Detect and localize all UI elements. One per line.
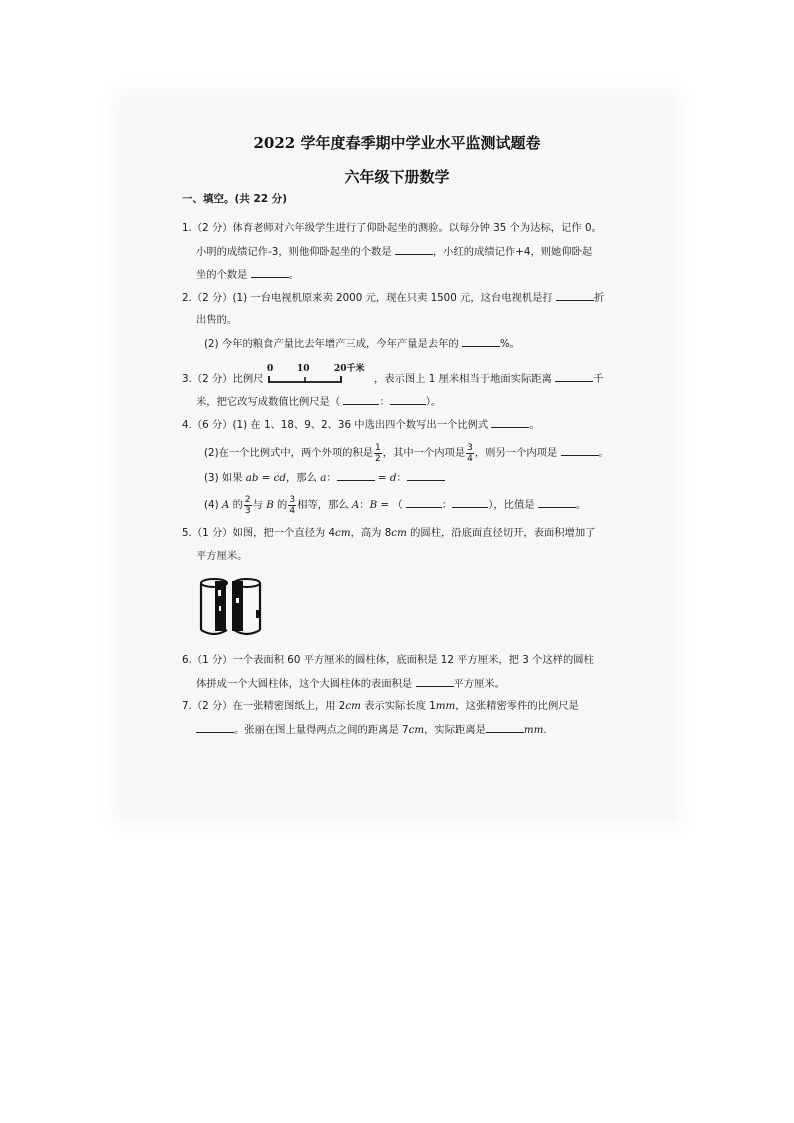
q4-line4: (4) A 的 $\frac{2}{3}$ 与 B 的 $\frac{3}{4}$ 相等，那么 A：B = （ ： ），比值是 。 [204,494,587,516]
q6-line1: 6.（1 分）一个表面积 60 平方厘米的圆柱体，底面积是 12 平方厘米，把 3 个这样的圆柱 [182,654,594,666]
cut-cylinder-figure [196,576,268,638]
answer-blank[interactable] [491,417,529,428]
answer-blank[interactable] [555,371,593,382]
fraction-one-half: $\frac{1}{2}$ [375,442,381,464]
q6-line2: 体拼成一个大圆柱体，这个大圆柱体的表面积是 平方厘米。 [196,678,505,690]
answer-blank[interactable] [406,497,442,508]
answer-blank[interactable] [538,497,576,508]
q1-line2: 小明的成绩记作-3，则他仰卧起坐的个数是 ，小红的成绩记作+4，则她仰卧起 [196,246,593,258]
section-title: 一、填空。(共 22 分) [182,193,288,205]
answer-blank[interactable] [561,445,599,456]
scale-tick-10: 10 [296,364,310,374]
answer-blank[interactable] [556,290,594,301]
answer-blank[interactable] [416,676,454,687]
q2-line1: 2.（2 分）(1) 一台电视机原来卖 2000 元，现在只卖 1500 元，这台电视机是打 折 [182,292,605,304]
answer-blank[interactable] [486,722,524,733]
answer-blank[interactable] [395,244,433,255]
scale-tick-20: 20千米 [333,364,365,374]
answer-blank[interactable] [462,336,500,347]
answer-blank[interactable] [196,722,234,733]
fraction-three-quarters: $\frac{3}{4}$ [467,442,473,464]
exam-subtitle: 六年级下册数学 [344,168,450,186]
q4-line1: 4.（6 分）(1) 在 1、18、9、2、36 中选出四个数写出一个比例式 。 [182,419,540,431]
q3-line2: 米，把它改写成数值比例尺是（ ： ）。 [196,396,442,408]
q7-line1: 7.（2 分）在一张精密图纸上，用 2cm 表示实际长度 1mm，这张精密零件的比例尺是 [182,700,579,712]
answer-blank[interactable] [407,470,445,481]
q1-line3: 坐的个数是 。 [196,269,300,281]
q3-line1: 3.（2 分）比例尺 0 10 20千米 ，表示图上 1 厘米相当于地面实际距离 千 [182,364,604,385]
answer-blank[interactable] [251,267,289,278]
q4-line2: (2)在一个比例式中，两个外项的积是 $\frac{1}{2}$ ，其中一个内项是 $\frac{3}{4}$ ，则另一个内项是 。 [204,442,609,464]
q5-line2: 平方厘米。 [196,550,248,562]
q2-line3: (2) 今年的粮食产量比去年增产三成，今年产量是去年的 %。 [204,338,521,350]
answer-blank[interactable] [452,497,488,508]
fraction-two-thirds: $\frac{2}{3}$ [244,494,251,516]
q5-line1: 5.（1 分）如图，把一个直径为 4cm，高为 8cm 的圆柱，沿底面直径切开，表面积增加了 [182,527,596,539]
q1-line1: 1.（2 分）体育老师对六年级学生进行了仰卧起坐的测验。以每分钟 35 个为达标，记作 0。 [182,222,602,234]
q4-line3: (3) 如果 ab = cd，那么 a： = d： [204,470,445,485]
answer-blank[interactable] [390,394,426,405]
line-scale-bar [266,364,371,386]
answer-blank[interactable] [337,470,375,481]
answer-blank[interactable] [343,394,379,405]
scale-tick-0: 0 [266,364,273,374]
fraction-three-quarters: $\frac{3}{4}$ [289,494,296,516]
q2-line2: 出售的。 [196,314,238,326]
exam-title: 2022 学年度春季期中学业水平监测试题卷 [253,134,541,152]
q7-line2: 。张丽在图上量得两点之间的距离是 7cm，实际距离是 mm. [196,722,547,737]
